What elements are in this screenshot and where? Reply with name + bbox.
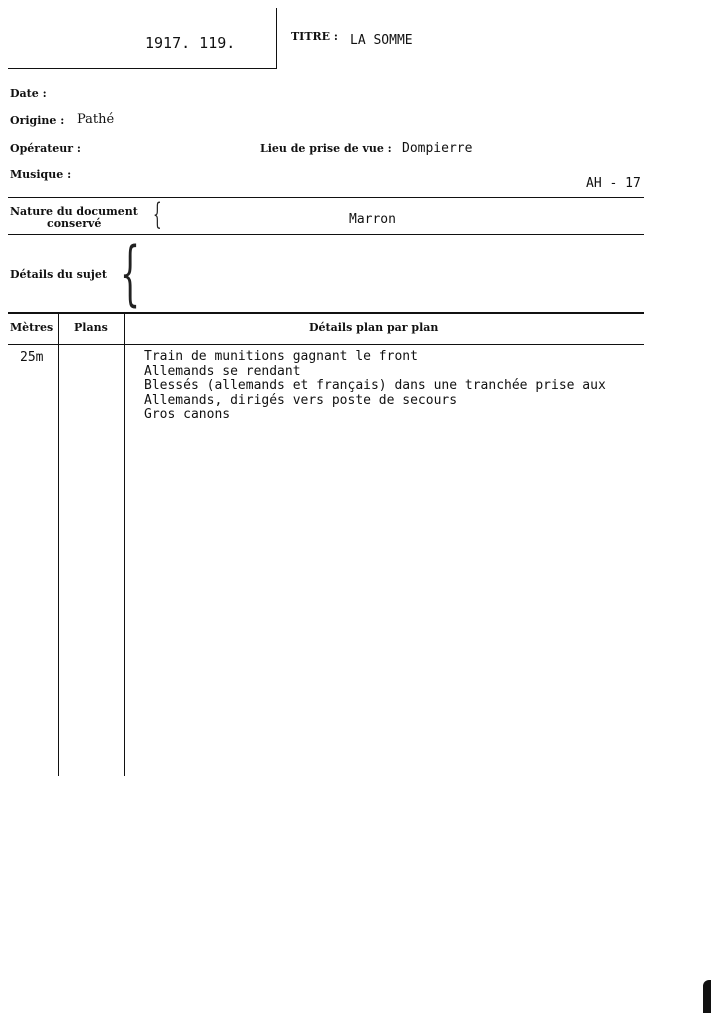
detail-line: Allemands se rendant bbox=[144, 363, 301, 379]
operateur-label: Opérateur : bbox=[10, 142, 81, 155]
table-header-rule bbox=[8, 344, 644, 345]
nature-bottom-rule bbox=[8, 234, 644, 235]
metres-value: 25m bbox=[20, 350, 44, 365]
column-header-plans: Plans bbox=[74, 321, 108, 334]
page-edge-shadow bbox=[703, 980, 711, 1013]
archive-code: AH - 17 bbox=[586, 176, 641, 191]
titre-label: TITRE : bbox=[291, 30, 338, 43]
reference-number: 1917. 119. bbox=[145, 34, 236, 52]
detail-line: Train de munitions gagnant le front bbox=[144, 349, 418, 364]
header-divider bbox=[276, 8, 277, 69]
origine-label: Origine : bbox=[10, 114, 65, 127]
table-top-rule bbox=[8, 312, 644, 314]
table-column-divider-2 bbox=[124, 314, 125, 776]
detail-lines bbox=[144, 350, 606, 423]
nature-value: Marron bbox=[349, 212, 396, 227]
sujet-brace: { bbox=[120, 232, 141, 314]
date-label: Date : bbox=[10, 87, 47, 100]
nature-label-line2: conservé bbox=[47, 217, 102, 230]
table-column-divider-1 bbox=[58, 314, 59, 776]
column-header-metres: Mètres bbox=[10, 321, 54, 334]
lieu-value: Dompierre bbox=[402, 141, 473, 156]
nature-label-line1: Nature du document bbox=[10, 205, 138, 218]
titre-value: LA SOMME bbox=[350, 33, 413, 48]
sujet-label: Détails du sujet bbox=[10, 268, 107, 281]
nature-brace: { bbox=[153, 197, 162, 232]
column-header-details: Détails plan par plan bbox=[309, 321, 439, 334]
detail-line: Blessés (allemands et français) dans une tranchée prise aux bbox=[144, 378, 606, 393]
origine-value: Pathé bbox=[77, 112, 115, 127]
musique-label: Musique : bbox=[10, 168, 72, 181]
header-bottom-rule bbox=[8, 68, 276, 69]
lieu-label: Lieu de prise de vue : bbox=[260, 142, 392, 155]
detail-line: Allemands, dirigés vers poste de secours bbox=[144, 392, 458, 408]
nature-top-rule bbox=[8, 197, 644, 198]
detail-line: Gros canons bbox=[144, 407, 231, 422]
